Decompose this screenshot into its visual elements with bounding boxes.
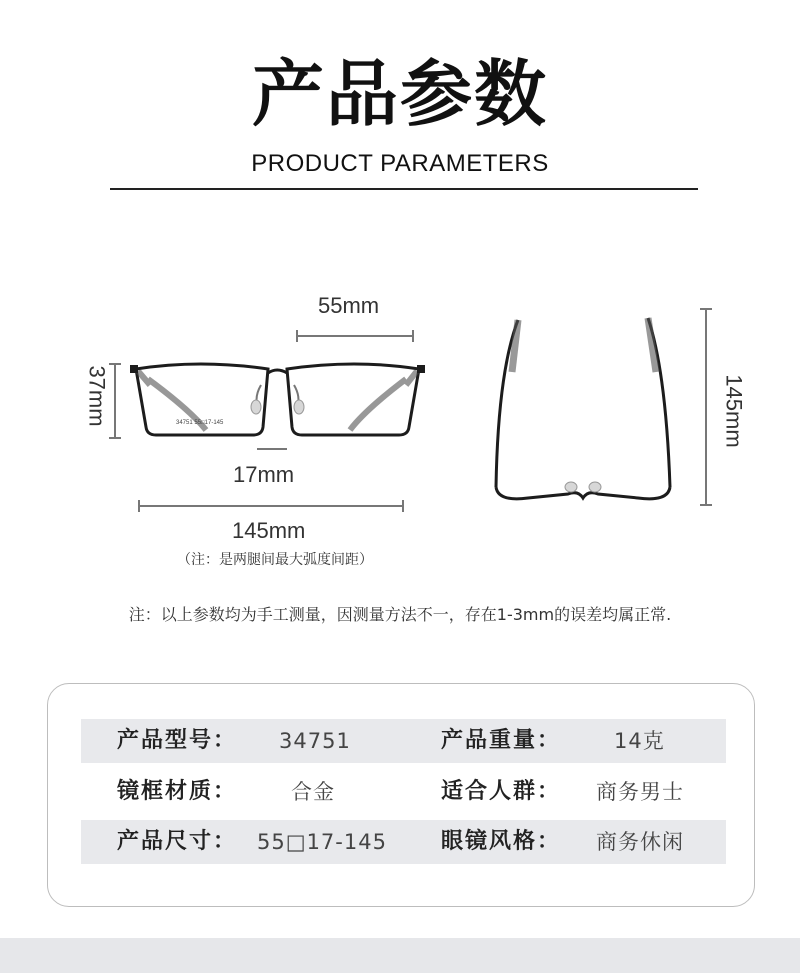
spec-table-card	[47, 683, 755, 907]
spec-value-size: 55□17-145	[257, 830, 387, 854]
glasses-front-illustration	[130, 355, 425, 445]
measurement-disclaimer: 注：以上参数均为手工测量，因测量方法不一，存在1-3mm的误差均属正常.	[128, 605, 672, 624]
frame-imprint-text: 34751 55□17-145	[176, 420, 224, 426]
temple-length-label: 145mm	[721, 374, 747, 448]
lens-height-tick-top	[109, 363, 121, 365]
lens-width-line	[296, 335, 414, 337]
bridge-line	[257, 448, 287, 450]
total-width-line	[138, 505, 404, 507]
spec-label-size: 产品尺寸：	[117, 829, 238, 854]
footer-band	[0, 938, 800, 973]
spec-label-style: 眼镜风格：	[441, 829, 562, 854]
spec-row	[81, 770, 726, 814]
spec-label-model: 产品型号：	[117, 728, 238, 753]
page-title-cn: 产品参数	[251, 51, 548, 136]
total-width-label: 145mm	[232, 518, 306, 543]
lens-height-label: 37mm	[84, 365, 110, 427]
total-width-tick-right	[402, 500, 404, 512]
lens-width-tick-left	[296, 330, 298, 342]
spec-label-audience: 适合人群：	[441, 779, 562, 804]
lens-width-tick-right	[412, 330, 414, 342]
spec-value-weight: 14克	[614, 729, 665, 753]
glasses-top-illustration	[488, 312, 678, 512]
temple-length-line	[705, 308, 707, 506]
spec-value-audience: 商务男士	[596, 780, 684, 804]
spec-label-weight: 产品重量：	[441, 728, 562, 753]
spec-value-model: 34751	[279, 729, 351, 753]
lens-height-line	[114, 363, 116, 439]
lens-width-label: 55mm	[318, 293, 380, 318]
spec-value-style: 商务休闲	[596, 830, 684, 854]
spec-row	[81, 820, 726, 864]
spec-value-material: 合金	[291, 780, 335, 804]
temple-length-tick-top	[700, 308, 712, 310]
page-title-en: PRODUCT PARAMETERS	[251, 150, 549, 177]
spec-label-material: 镜框材质：	[117, 779, 238, 804]
bridge-label: 17mm	[233, 462, 295, 487]
total-width-tick-left	[138, 500, 140, 512]
spec-row	[81, 719, 726, 763]
lens-height-tick-bottom	[109, 437, 121, 439]
total-width-note: （注：是两腿间最大弧度间距）	[177, 552, 373, 568]
title-divider	[110, 188, 698, 190]
temple-length-tick-bottom	[700, 504, 712, 506]
